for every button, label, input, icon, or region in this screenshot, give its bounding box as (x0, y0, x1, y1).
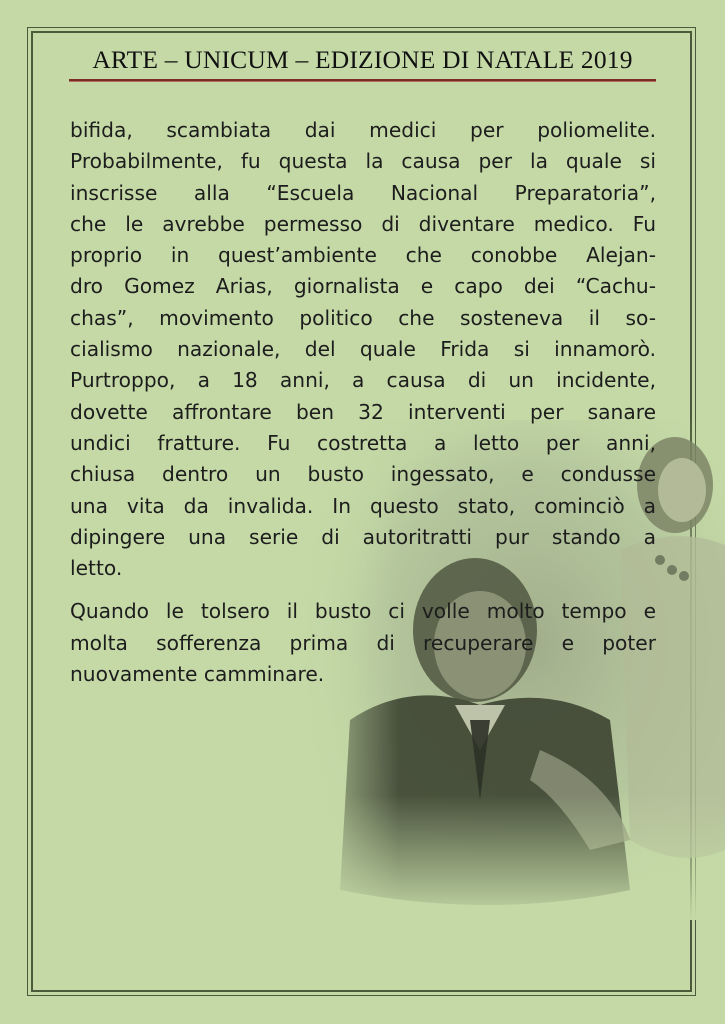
text-line: letto. (70, 556, 123, 581)
text-line: che le avrebbe permesso di diventare medico. Fu (70, 211, 656, 236)
article-body (70, 115, 656, 690)
text-line: proprio in quest’ambiente che conobbe Alejan- (70, 243, 656, 268)
text-line: undici fratture. Fu costretta a letto per anni, (70, 430, 656, 455)
paragraph-spacer (70, 584, 656, 596)
text-line: Quando le tolsero il busto ci volle molto tempo e (70, 599, 656, 624)
text-line: dipingere una serie di autoritratti pur stando a (70, 524, 656, 549)
text-line: chas”, movimento politico che sosteneva il so- (70, 305, 656, 330)
text-line: dovette affrontare ben 32 interventi per sanare (70, 399, 656, 424)
paragraph (70, 115, 656, 584)
paragraph (70, 596, 656, 690)
text-line: bifida, scambiata dai medici per poliomelite. (70, 118, 656, 142)
text-line: molta sofferenza prima di recuperare e poter (70, 630, 656, 655)
text-line: cialismo nazionale, del quale Frida si innamorò. (70, 337, 656, 362)
header-divider (69, 79, 656, 82)
text-line: nuovamente camminare. (70, 662, 325, 687)
header-title: ARTE – UNICUM – EDIZIONE DI NATALE 2019 (92, 45, 633, 74)
text-line: dro Gomez Arias, giornalista e capo dei “Cachu- (70, 274, 656, 299)
text-line: Purtroppo, a 18 anni, a causa di un incidente, (70, 368, 656, 393)
text-line: una vita da invalida. In questo stato, cominciò a (70, 493, 656, 518)
text-line: inscrisse alla “Escuela Nacional Preparatoria”, (70, 180, 656, 205)
text-line: chiusa dentro un busto ingessato, e condusse (70, 462, 656, 487)
text-line: Probabilmente, fu questa la causa per la quale si (70, 149, 656, 174)
